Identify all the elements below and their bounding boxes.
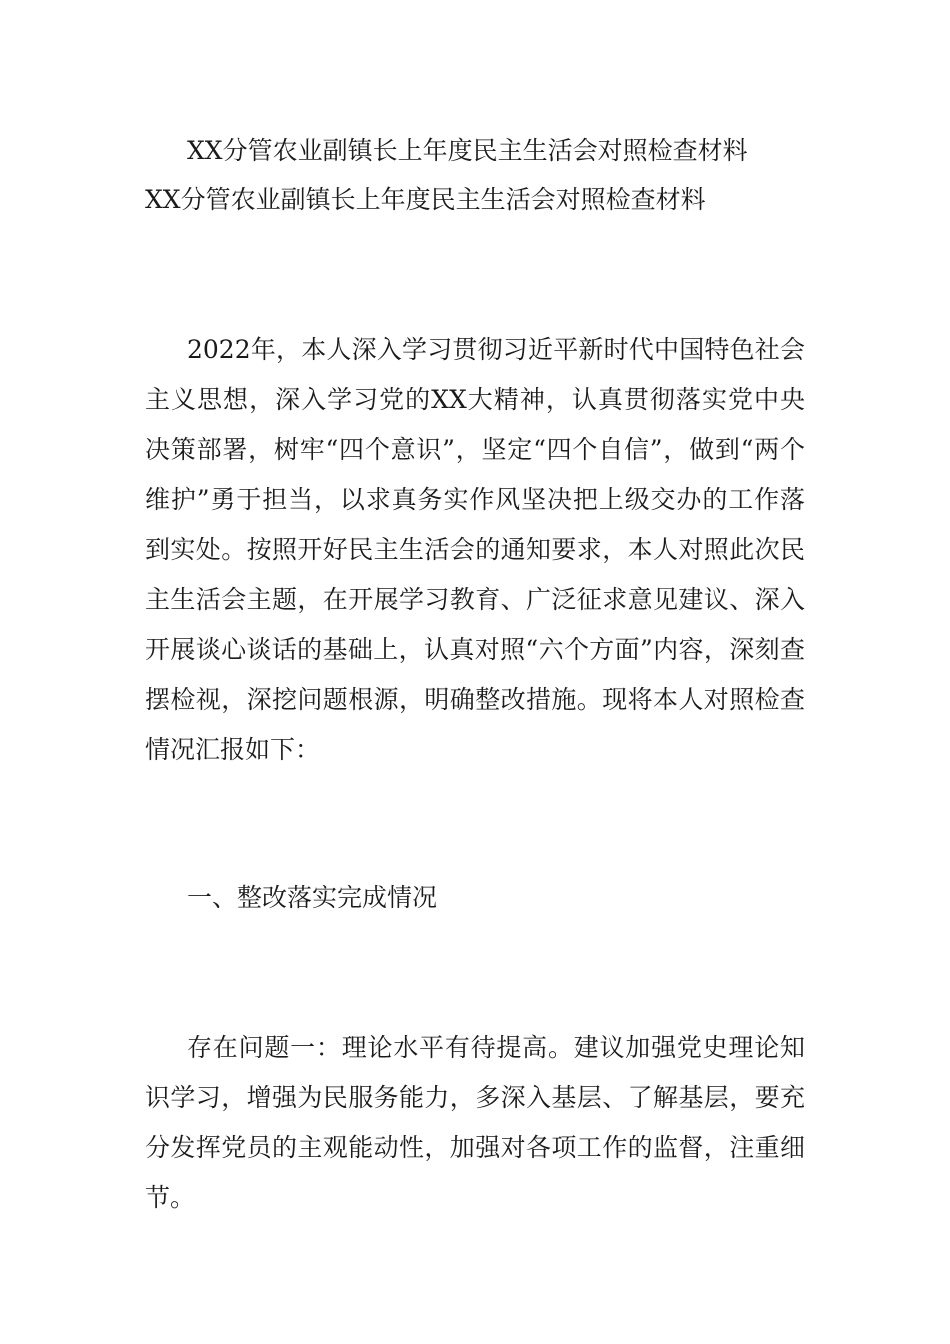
intro-paragraph: 2022年，本人深入学习贯彻习近平新时代中国特色社会主义思想，深入学习党的XX大精神，认真贯彻落实党中央决策部署，树牢“四个意识”，坚定“四个自信”，做到“两个维护”勇于担当，以求真务实作风坚决把上级交办的工作落到实处。按照开好民主生活会的通知要求，本人对照此次民主生活会主题，在开展学习教育、广泛征求意见建议、深入开展谈心谈话的基础上，认真对照“六个方面”内容，深刻查摆检视，深挖问题根源，明确整改措施。现将本人对照检查情况汇报如下： [145, 335, 805, 764]
problem-paragraph: 存在问题一：理论水平有待提高。建议加强党史理论知识学习，增强为民服务能力，多深入基层、了解基层，要充分发挥党员的主观能动性，加强对各项工作的监督，注重细节。 [145, 1033, 805, 1212]
document-title-line-1: XX分管农业副镇长上年度民主生活会对照检查材料 [187, 136, 748, 165]
document-title-line-2: XX分管农业副镇长上年度民主生活会对照检查材料 [145, 185, 706, 214]
section-heading: 一、整改落实完成情况 [187, 883, 438, 912]
